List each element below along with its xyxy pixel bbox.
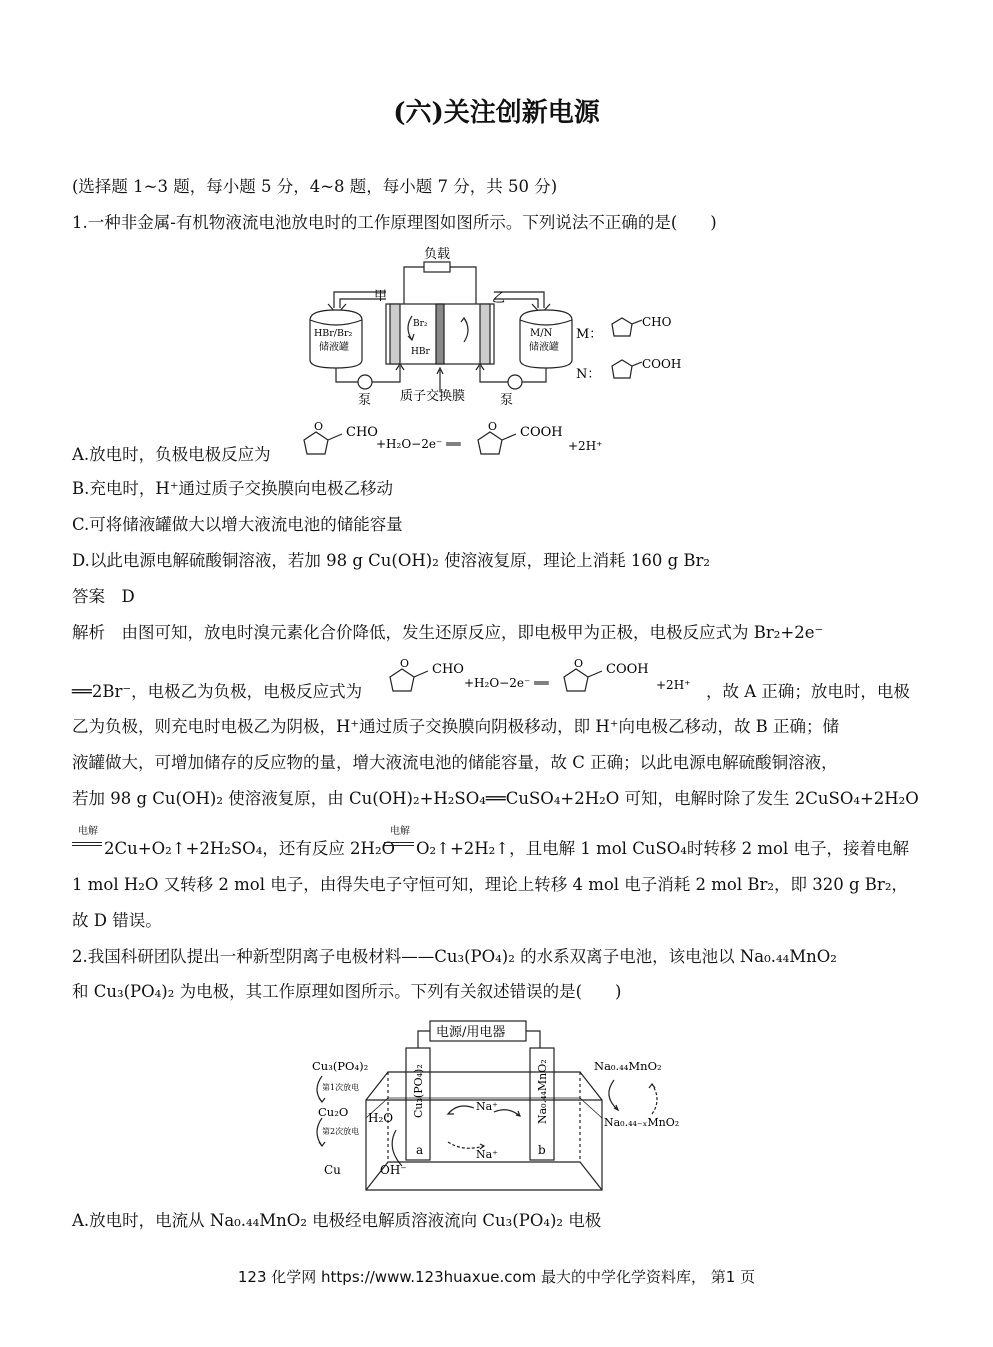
pump-right bbox=[508, 375, 522, 389]
electrolysis-mark-1: 电解 bbox=[78, 826, 98, 837]
furan-ring bbox=[564, 669, 588, 691]
q1-analysis-2a: ══2Br⁻，电极乙为负极，电极反应式为 bbox=[72, 682, 363, 701]
page-footer: 123 化学网 https://www.123huaxue.com 最大的中学化学资料库， 第1 页 bbox=[237, 1268, 756, 1286]
q1-analysis-7: 1 mol H₂O 又转移 2 mol 电子，由得失电子守恒可知，理论上转移 4 mol 电子消耗 2 mol Br₂，即 320 g Br₂， bbox=[72, 875, 908, 894]
eq-end: +2H⁺ bbox=[568, 439, 603, 453]
m-label: M： bbox=[576, 327, 603, 342]
m-cho-label: CHO bbox=[642, 315, 672, 329]
pump-right-label: 泵 bbox=[500, 393, 514, 408]
q1-option-b: B.充电时，H⁺通过质子交换膜向电极乙移动 bbox=[72, 479, 393, 498]
q1-analysis-6b: O₂↑+2H₂↑，且电解 1 mol CuSO₄时转移 2 mol 电子，接着电解 bbox=[416, 839, 909, 858]
yi-label: 乙 bbox=[492, 291, 506, 306]
power-source-label: 电源/用电器 bbox=[436, 1025, 506, 1040]
q1-analysis-equation bbox=[386, 655, 704, 701]
furan-ring bbox=[478, 432, 502, 454]
electrode-yi bbox=[480, 304, 490, 364]
cu-label: Cu bbox=[324, 1163, 341, 1177]
furan-ring-m bbox=[612, 318, 632, 336]
eq-mid: +H₂O−2e⁻ ══ bbox=[464, 676, 549, 690]
cho-text: CHO bbox=[432, 662, 464, 677]
furan-ring bbox=[304, 432, 328, 454]
q2-battery-diagram bbox=[308, 1018, 688, 1196]
tank-right-label-2: 储液罐 bbox=[529, 342, 559, 353]
na044-label: Na₀.₄₄MnO₂ bbox=[594, 1059, 662, 1073]
q1-analysis-4: 液罐做大，可增加储存的反应物的量，增大液流电池的储能容量，故 C 正确；以此电源电解硫酸铜溶液， bbox=[72, 753, 838, 772]
tank-right bbox=[520, 310, 572, 368]
q2-option-a: A.放电时，电流从 Na₀.₄₄MnO₂ 电极经电解质溶液流向 Cu₃(PO₄)₂ 电极 bbox=[72, 1211, 602, 1230]
q1-analysis-1: 解析 由图可知，放电时溴元素化合价降低，发生还原反应，即电极甲为正极，电极反应式为 Br₂+2e⁻ bbox=[72, 623, 824, 642]
svg-text:O: O bbox=[574, 657, 584, 670]
eq-end: +2H⁺ bbox=[656, 678, 691, 692]
q1-option-c: C.可将储液罐做大以增大液流电池的储能容量 bbox=[72, 515, 403, 534]
n-label: N： bbox=[576, 367, 601, 382]
tank-right-label-1: M/N bbox=[530, 328, 553, 339]
q2-stem-2: 和 Cu₃(PO₄)₂ 为电极，其工作原理如图所示。下列有关叙述错误的是( ) bbox=[72, 982, 622, 1001]
na044x-label: Na₀.₄₄₋ₓMnO₂ bbox=[604, 1116, 680, 1129]
pump-left bbox=[358, 375, 372, 389]
na-plus-label-2: Na⁺ bbox=[476, 1148, 498, 1161]
electrode-left-label: Cu₃(PO₄)₂ bbox=[412, 1064, 425, 1118]
q1-analysis-5: 若加 98 g Cu(OH)₂ 使溶液复原，由 Cu(OH)₂+H₂SO₄══CuSO₄+2H₂O 可知，电解时除了发生 2CuSO₄+2H₂O bbox=[72, 789, 919, 808]
tank-left-label-1: HBr/Br₂ bbox=[314, 328, 353, 339]
membrane-label: 质子交换膜 bbox=[400, 389, 466, 404]
electrode-a-label: a bbox=[416, 1143, 424, 1157]
q1-analysis-3: 乙为负极，则充电时电极乙为阴极，H⁺通过质子交换膜向阴极移动，即 H⁺向电极乙移动，故 B 正确；储 bbox=[72, 717, 840, 736]
q1-flow-battery-diagram bbox=[300, 242, 700, 410]
page-title: (六)关注创新电源 bbox=[393, 98, 600, 128]
second-discharge-label: 第2次放电 bbox=[322, 1127, 360, 1136]
cho-text: CHO bbox=[346, 425, 378, 440]
load-resistor bbox=[424, 262, 450, 272]
q1-analysis-2b: ，故 A 正确；放电时，电极 bbox=[706, 682, 910, 701]
pump-left-label: 泵 bbox=[358, 393, 372, 408]
svg-text:O: O bbox=[314, 420, 324, 433]
electrolysis-mark-2: 电解 bbox=[390, 826, 410, 837]
electrolysis-arrow-2 bbox=[384, 842, 414, 846]
br2-label: Br₂ bbox=[413, 319, 428, 329]
na-plus-label-1: Na⁺ bbox=[476, 1100, 498, 1113]
first-discharge-label: 第1次放电 bbox=[322, 1083, 360, 1092]
electrode-right-label: Na₀.₄₄MnO₂ bbox=[536, 1059, 549, 1124]
instructions: (选择题 1~3 题，每小题 5 分，4~8 题，每小题 7 分，共 50 分) bbox=[72, 177, 558, 196]
svg-text:O: O bbox=[488, 420, 498, 433]
svg-text:O: O bbox=[400, 657, 410, 670]
cooh-text: COOH bbox=[606, 662, 649, 677]
tank-left bbox=[310, 310, 362, 368]
electrolysis-arrow-1 bbox=[72, 842, 102, 846]
q1-answer: 答案 D bbox=[72, 587, 135, 606]
tank-left-label-2: 储液罐 bbox=[319, 342, 349, 353]
q1-option-a: A.放电时，负极电极反应为 bbox=[72, 445, 271, 464]
q1-option-a-equation bbox=[300, 418, 610, 464]
cu3po4-label: Cu₃(PO₄)₂ bbox=[312, 1059, 369, 1073]
eq-mid: +H₂O−2e⁻ ══ bbox=[376, 437, 461, 451]
electrode-jia bbox=[390, 304, 400, 364]
electrode-b-label: b bbox=[538, 1143, 546, 1157]
load-label: 负载 bbox=[424, 247, 451, 262]
jia-label: 甲 bbox=[374, 289, 388, 304]
furan-ring bbox=[390, 669, 414, 691]
q1-option-d: D.以此电源电解硫酸铜溶液，若加 98 g Cu(OH)₂ 使溶液复原，理论上消耗 160 g Br₂ bbox=[72, 551, 710, 570]
n-cooh-label: COOH bbox=[642, 357, 682, 371]
q1-stem: 1.一种非金属-有机物液流电池放电时的工作原理图如图所示。下列说法不正确的是( ) bbox=[72, 213, 717, 232]
q1-analysis-6a: 2Cu+O₂↑+2H₂SO₄，还有反应 2H₂O bbox=[104, 839, 396, 858]
cooh-text: COOH bbox=[520, 425, 563, 440]
q1-analysis-8: 故 D 错误。 bbox=[72, 911, 162, 930]
hbr-label: HBr bbox=[411, 347, 430, 357]
proton-exchange-membrane bbox=[436, 304, 444, 364]
h2o-label: H₂O bbox=[368, 1111, 394, 1125]
q2-stem-1: 2.我国科研团队提出一种新型阴离子电极材料——Cu₃(PO₄)₂ 的水系双离子电池，该电池以 Na₀.₄₄MnO₂ bbox=[72, 947, 837, 966]
cu2o-label: Cu₂O bbox=[318, 1105, 349, 1119]
furan-ring-n bbox=[612, 360, 632, 378]
oh-label: OH⁻ bbox=[380, 1163, 407, 1177]
